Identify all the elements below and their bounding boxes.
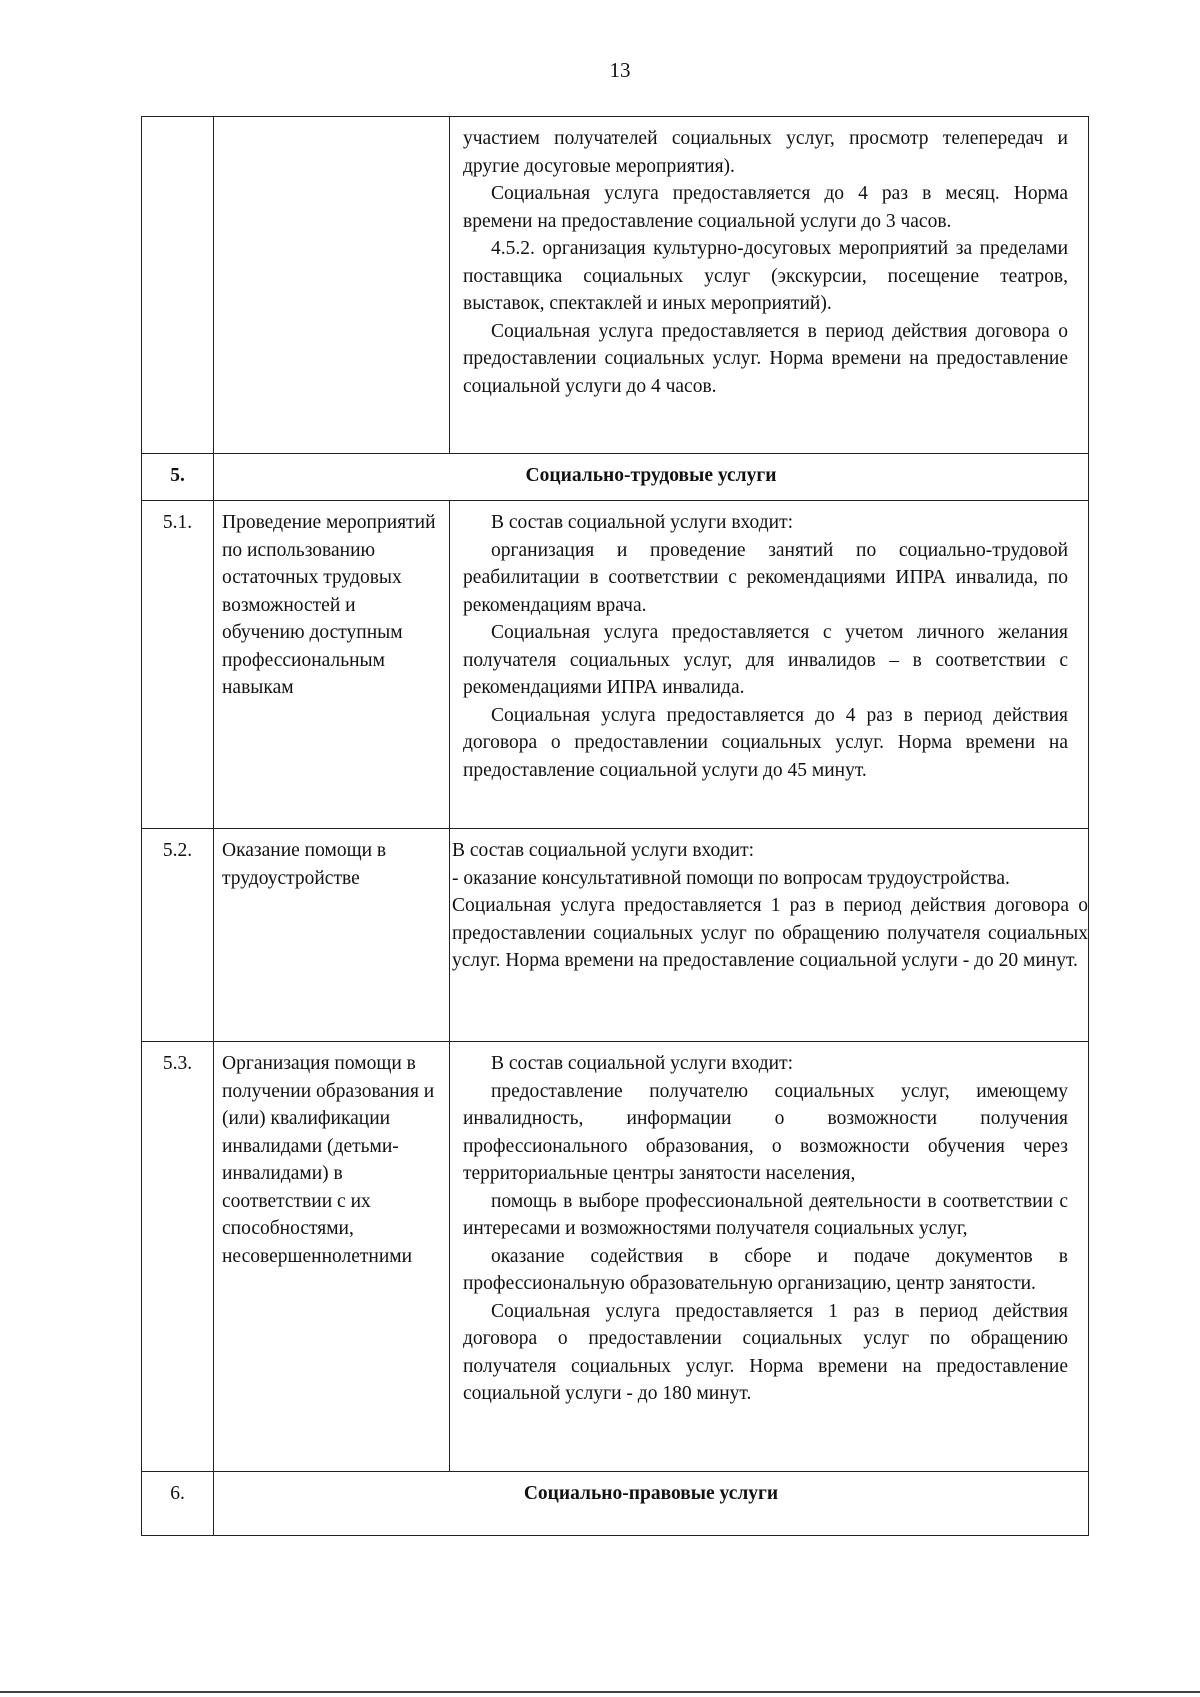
- description-paragraph: В состав социальной услуги входит:: [491, 1053, 794, 1074]
- service-name-cell: [214, 117, 450, 454]
- table-row-service: [142, 829, 1089, 1042]
- description-paragraph: - оказание консультативной помощи по вопросам трудоустройства.: [452, 867, 1010, 889]
- description-paragraph: 4.5.2. организация культурно-досуговых мероприятий за пределами поставщика социальных услуг (экскурсии, посещение театров, выставок, спектаклей и иных мероприятий).: [463, 238, 1068, 314]
- page-number: 13: [609, 58, 631, 82]
- service-name: Организация помощи в получении образования и (или) квалификации инвалидами (детьми-инвалидами) в соответствии с их способностями, несовершеннолетними: [214, 1042, 450, 1472]
- row-number-cell: [142, 117, 214, 454]
- service-description-cell: [450, 829, 1089, 1042]
- service-number: 5.3.: [142, 1042, 214, 1472]
- description-paragraph: Социальная услуга предоставляется 1 раз в период действия договора о предоставлении социальных услуг по обращению получателя социальных услуг. Норма времени на предоставление социальной услуги - до 20 минут.: [452, 895, 1088, 971]
- section-title: Социально-правовые услуги: [214, 1472, 1089, 1536]
- description-paragraph: Социальная услуга предоставляется в период действия договора о предоставлении социальных услуг. Норма времени на предоставление социальной услуги до 4 часов.: [463, 320, 1068, 397]
- description-paragraph: предоставление получателю социальных услуг, имеющему инвалидность, информации о возможности получения профессионального образования, о возможности обучения через территориальные центры занятости населения,: [463, 1080, 1068, 1184]
- service-description-cell: [450, 1042, 1089, 1472]
- table-row-service: [142, 1042, 1089, 1472]
- table-row-service: [142, 501, 1089, 829]
- section-number: 5.: [142, 454, 214, 501]
- description-paragraph: Социальная услуга предоставляется до 4 раз в месяц. Норма времени на предоставление социальной услуги до 3 часов.: [463, 183, 1068, 232]
- table-row-section: [142, 1472, 1089, 1536]
- description-paragraph: В состав социальной услуги входит:: [452, 840, 755, 861]
- description-paragraph: В состав социальной услуги входит:: [491, 512, 794, 533]
- description-paragraph: помощь в выборе профессиональной деятельности в соответствии с интересами и возможностями получателя социальных услуг,: [463, 1190, 1068, 1239]
- description-paragraph: Социальная услуга предоставляется 1 раз в период действия договора о предоставлении социальных услуг по обращению получателя социальных услуг. Норма времени на предоставление социальной услуги - до 180 минут.: [463, 1300, 1068, 1404]
- service-description-cell: [450, 117, 1089, 454]
- description-paragraph: Социальная услуга предоставляется до 4 раз в период действия договора о предоставлении социальных услуг. Норма времени на предоставление социальной услуги до 45 минут.: [463, 704, 1068, 781]
- services-table: [141, 116, 1089, 1536]
- section-number: 6.: [142, 1472, 214, 1536]
- page-bottom-rule: [0, 1691, 1200, 1693]
- table-row-continuation: [142, 117, 1089, 454]
- service-description-cell: [450, 501, 1089, 829]
- description-paragraph: организация и проведение занятий по социально-трудовой реабилитации в соответствии с рекомендациями ИПРА инвалида, по рекомендациям врача.: [463, 539, 1068, 616]
- table-row-section: [142, 454, 1089, 501]
- description-paragraph: Социальная услуга предоставляется с учетом личного желания получателя социальных услуг, для инвалидов – в соответствии с рекомендациями ИПРА инвалида.: [463, 622, 1068, 698]
- service-name: Оказание помощи в трудоустройстве: [214, 829, 450, 1042]
- description-paragraph: участием получателей социальных услуг, просмотр телепередач и другие досуговые мероприятия).: [463, 128, 1068, 177]
- service-number: 5.1.: [142, 501, 214, 829]
- service-number: 5.2.: [142, 829, 214, 1042]
- section-title: Социально-трудовые услуги: [214, 454, 1089, 501]
- service-name: Проведение мероприятий по использованию остаточных трудовых возможностей и обучению доступным профессиональным навыкам: [214, 501, 450, 829]
- description-paragraph: оказание содействия в сборе и подаче документов в профессиональную образовательную организацию, центр занятости.: [463, 1245, 1068, 1294]
